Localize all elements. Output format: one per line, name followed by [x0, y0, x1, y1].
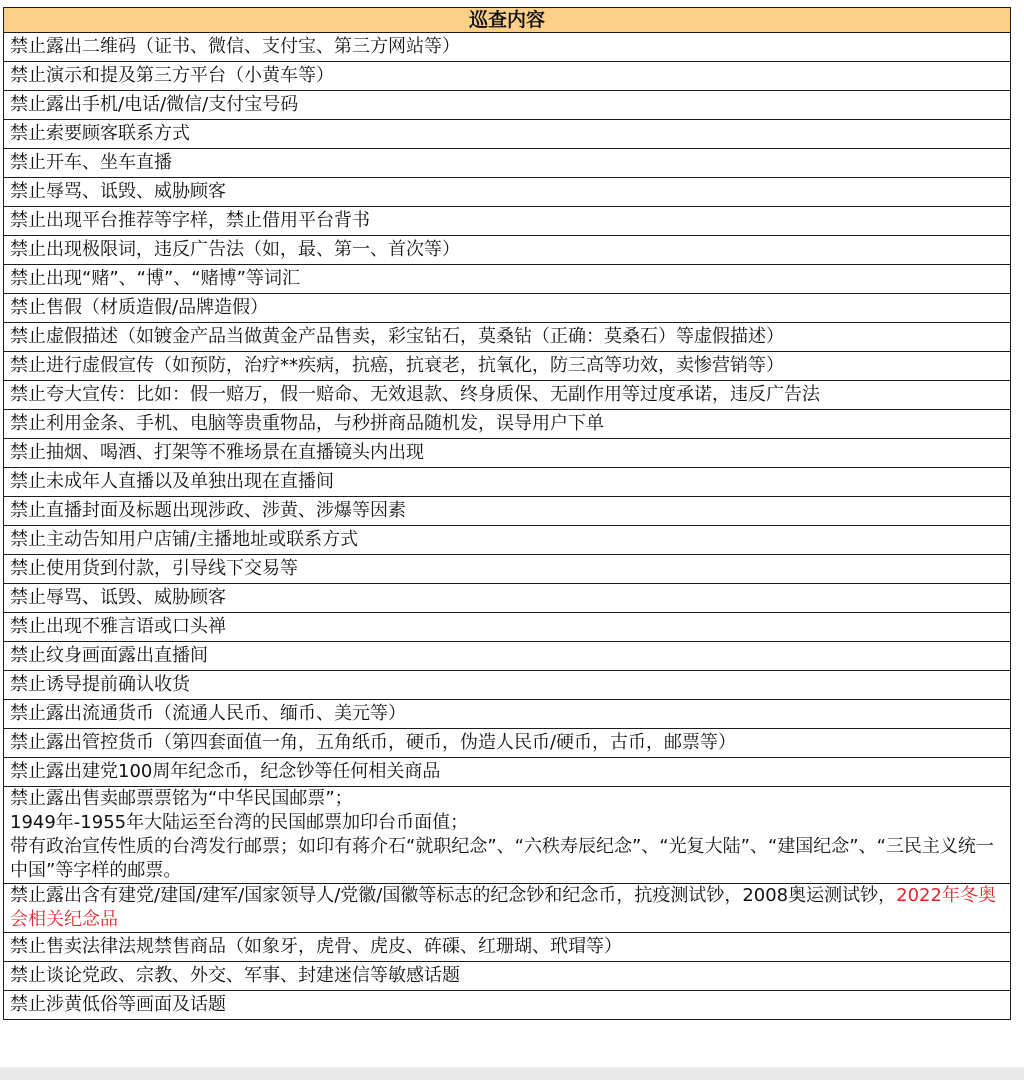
rule-cell: 禁止开车、坐车直播 [4, 149, 1011, 178]
rule-cell: 禁止使用货到付款，引导线下交易等 [4, 555, 1011, 584]
rule-cell: 禁止直播封面及标题出现涉政、涉黄、涉爆等因素 [4, 497, 1011, 526]
commemorative-rule-cell [4, 884, 1011, 933]
table-row [4, 555, 1011, 584]
rule-cell: 禁止露出流通货币（流通人民币、缅币、美元等） [4, 700, 1011, 729]
commemorative-rule-highlight: 2022年冬奥会相关纪念品 [10, 885, 996, 930]
table-row [4, 265, 1011, 294]
rule-cell: 禁止未成年人直播以及单独出现在直播间 [4, 468, 1011, 497]
table-row [4, 468, 1011, 497]
rule-cell: 禁止露出手机/电话/微信/支付宝号码 [4, 91, 1011, 120]
rule-cell: 禁止出现平台推荐等字样，禁止借用平台背书 [4, 207, 1011, 236]
table-row [4, 933, 1011, 962]
rule-cell: 禁止利用金条、手机、电脑等贵重物品，与秒拼商品随机发，误导用户下单 [4, 410, 1011, 439]
rule-cell: 禁止露出管控货币（第四套面值一角，五角纸币，硬币，伪造人民币/硬币，古币，邮票等） [4, 729, 1011, 758]
table-header: 巡查内容 [4, 8, 1011, 33]
table-row [4, 700, 1011, 729]
rule-cell: 禁止辱骂、诋毁、威胁顾客 [4, 178, 1011, 207]
rule-cell: 禁止谈论党政、宗教、外交、军事、封建迷信等敏感话题 [4, 962, 1011, 991]
commemorative-rule-text [10, 884, 1010, 932]
table-row [4, 991, 1011, 1020]
rule-cell: 禁止辱骂、诋毁、威胁顾客 [4, 584, 1011, 613]
rule-cell: 禁止露出二维码（证书、微信、支付宝、第三方网站等） [4, 33, 1011, 62]
table-row [4, 439, 1011, 468]
table-row [4, 33, 1011, 62]
table-row [4, 642, 1011, 671]
table-row [4, 729, 1011, 758]
table-row [4, 178, 1011, 207]
rule-cell: 禁止虚假描述（如镀金产品当做黄金产品售卖，彩宝钻石，莫桑钻（正确：莫桑石）等虚假描述） [4, 323, 1011, 352]
header-row [4, 8, 1011, 33]
table-row [4, 962, 1011, 991]
bottom-strip [0, 1067, 1024, 1080]
table-row [4, 671, 1011, 700]
stamp-rule-line: 1949年-1955年大陆运至台湾的民国邮票加印台币面值； [10, 812, 469, 833]
rule-cell: 禁止夸大宣传：比如：假一赔万，假一赔命、无效退款、终身质保、无副作用等过度承诺，违反广告法 [4, 381, 1011, 410]
inspection-table [3, 7, 1011, 1020]
commemorative-rule-main: 禁止露出含有建党/建国/建军/国家领导人/党徽/国徽等标志的纪念钞和纪念币，抗疫测试钞，2008奥运测试钞， [10, 885, 897, 906]
rules-body [4, 33, 1011, 1020]
rule-cell: 禁止纹身画面露出直播间 [4, 642, 1011, 671]
table-row [4, 352, 1011, 381]
stamp-rule-line: 禁止露出售卖邮票票铭为“中华民国邮票”； [10, 788, 353, 809]
rule-cell: 禁止演示和提及第三方平台（小黄车等） [4, 62, 1011, 91]
table-row [4, 91, 1011, 120]
rule-cell: 禁止出现极限词，违反广告法（如，最、第一、首次等） [4, 236, 1011, 265]
table-row [4, 758, 1011, 787]
table-row [4, 149, 1011, 178]
table-row [4, 294, 1011, 323]
stamp-rule-cell [4, 787, 1011, 884]
rule-cell: 禁止露出建党100周年纪念币，纪念钞等任何相关商品 [4, 758, 1011, 787]
rule-cell: 禁止进行虚假宣传（如预防，治疗**疾病，抗癌，抗衰老，抗氧化，防三高等功效，卖惨营销等） [4, 352, 1011, 381]
table-row [4, 584, 1011, 613]
rule-cell: 禁止涉黄低俗等画面及话题 [4, 991, 1011, 1020]
table-row [4, 410, 1011, 439]
table-row [4, 323, 1011, 352]
table-row [4, 497, 1011, 526]
table-row [4, 526, 1011, 555]
stamp-rule-line: 带有政治宣传性质的台湾发行邮票；如印有蒋介石“就职纪念”、“六秩寿辰纪念”、“光复大陆”、“建国纪念”、“三民主义统一中国”等字样的邮票。 [10, 836, 994, 881]
rule-cell: 禁止出现不雅言语或口头禅 [4, 613, 1011, 642]
table-row [4, 613, 1011, 642]
table-row [4, 120, 1011, 149]
rule-cell: 禁止诱导提前确认收货 [4, 671, 1011, 700]
table-row [4, 787, 1011, 884]
table-row [4, 207, 1011, 236]
table-row [4, 62, 1011, 91]
rule-cell: 禁止主动告知用户店铺/主播地址或联系方式 [4, 526, 1011, 555]
rule-cell: 禁止售假（材质造假/品牌造假） [4, 294, 1011, 323]
table-row [4, 381, 1011, 410]
rule-cell: 禁止出现“赌”、“博”、“赌博”等词汇 [4, 265, 1011, 294]
rule-cell: 禁止售卖法律法规禁售商品（如象牙，虎骨、虎皮、砗磲、红珊瑚、玳瑁等） [4, 933, 1011, 962]
table-row [4, 236, 1011, 265]
table-row [4, 884, 1011, 933]
rule-cell: 禁止抽烟、喝酒、打架等不雅场景在直播镜头内出现 [4, 439, 1011, 468]
rule-cell: 禁止索要顾客联系方式 [4, 120, 1011, 149]
